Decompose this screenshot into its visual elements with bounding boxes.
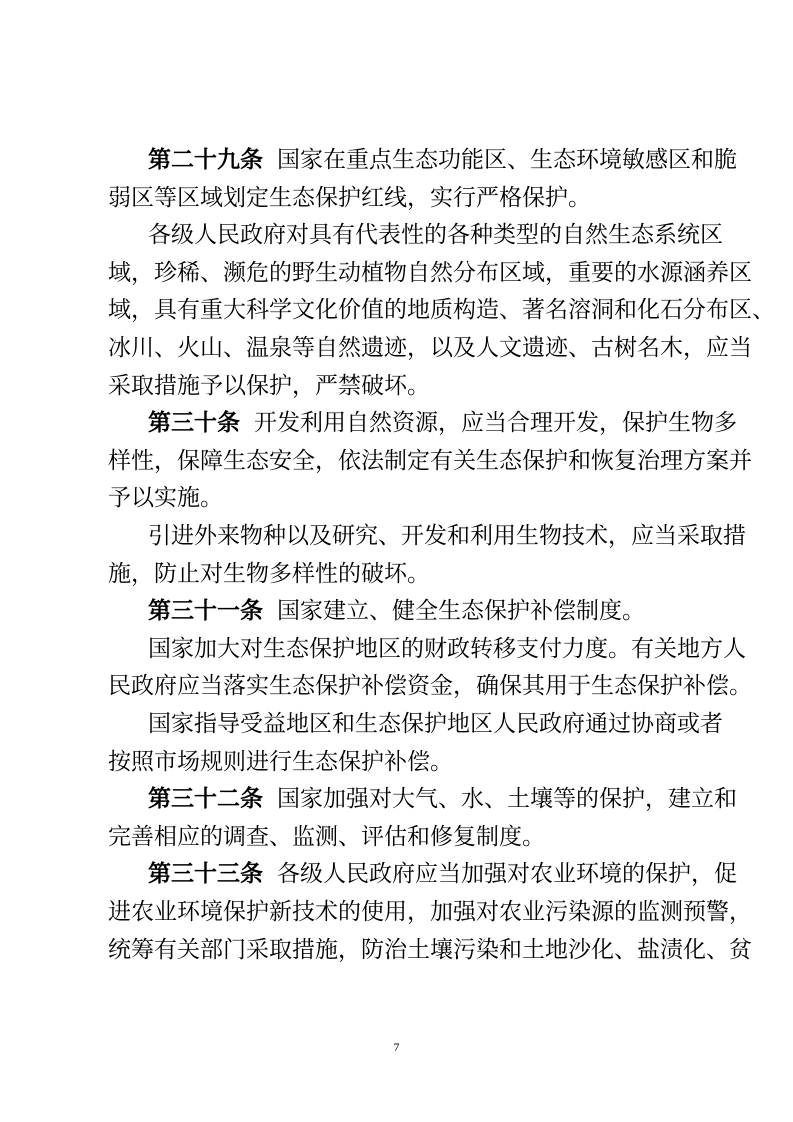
article-number: 第二十九条: [148, 147, 263, 173]
page-number: 7: [393, 1040, 400, 1054]
line-text: 采取措施予以保护，严禁破坏。: [108, 372, 430, 399]
paragraph-line: [148, 521, 746, 551]
line-text: 国家在重点生态功能区、生态环境敏感区和脆: [277, 147, 737, 173]
paragraph-line: [108, 822, 688, 852]
paragraph-line: [108, 935, 752, 965]
paragraph-line: [108, 183, 688, 213]
line-text: 完善相应的调查、监测、评估和修复制度。: [108, 823, 545, 850]
paragraph-line: [148, 784, 737, 814]
paragraph-line: [108, 483, 688, 513]
paragraph-line: [148, 634, 746, 664]
article-number: 第三十一条: [148, 598, 263, 625]
paragraph-line: [108, 671, 752, 701]
paragraph-line: [108, 371, 688, 401]
paragraph-line: [148, 596, 688, 626]
article-number: 第三十条: [148, 410, 240, 437]
paragraph-line: [108, 446, 752, 476]
line-text: 统筹有关部门采取措施，防治土壤污染和土地沙化、盐渍化、贫: [108, 936, 752, 963]
paragraph-line: [108, 559, 688, 589]
line-text: 域，具有重大科学文化价值的地质构造、著名溶洞和化石分布区、: [108, 297, 775, 324]
paragraph-line: [148, 859, 737, 889]
line-text: 各级人民政府应当加强对农业环境的保护，促: [277, 861, 737, 888]
paragraph-line: [148, 220, 723, 250]
line-text: 按照市场规则进行生态保护补偿。: [108, 748, 453, 775]
line-text: 冰川、火山、温泉等自然遗迹，以及人文遗迹、古树名木，应当: [108, 335, 752, 361]
line-text: 样性，保障生态安全，依法制定有关生态保护和恢复治理方案并: [108, 447, 752, 474]
line-text: 各级人民政府对具有代表性的各种类型的自然生态系统区: [148, 222, 723, 249]
article-number: 第三十三条: [148, 861, 263, 888]
line-text: 弱区等区域划定生态保护红线，实行严格保护。: [108, 184, 591, 211]
line-text: 国家指导受益地区和生态保护地区人民政府通过协商或者: [148, 711, 723, 737]
line-text: 进农业环境保护新技术的使用，加强对农业污染源的监测预警，: [108, 899, 752, 925]
line-text: 国家加强对大气、水、土壤等的保护，建立和: [277, 786, 737, 813]
line-text: 开发利用自然资源，应当合理开发，保护生物多: [254, 410, 737, 437]
line-text: 施，防止对生物多样性的破坏。: [108, 560, 430, 587]
line-text: 国家建立、健全生态保护补偿制度。: [277, 598, 645, 625]
line-text: 予以实施。: [108, 485, 223, 512]
paragraph-line: [148, 145, 737, 175]
line-text: 国家加大对生态保护地区的财政转移支付力度。有关地方人: [148, 635, 746, 662]
line-text: 民政府应当落实生态保护补偿资金，确保其用于生态保护补偿。: [108, 673, 752, 700]
paragraph-line: [148, 408, 737, 438]
paragraph-line: [148, 709, 723, 739]
line-text: 域，珍稀、濒危的野生动植物自然分布区域，重要的水源涵养区: [108, 259, 752, 286]
paragraph-line: [108, 897, 752, 927]
paragraph-line: [108, 295, 775, 325]
paragraph-line: [108, 333, 752, 363]
paragraph-line: [108, 747, 688, 777]
line-text: 引进外来物种以及研究、开发和利用生物技术，应当采取措: [148, 523, 746, 549]
paragraph-line: [108, 258, 752, 288]
article-number: 第三十二条: [148, 786, 263, 813]
